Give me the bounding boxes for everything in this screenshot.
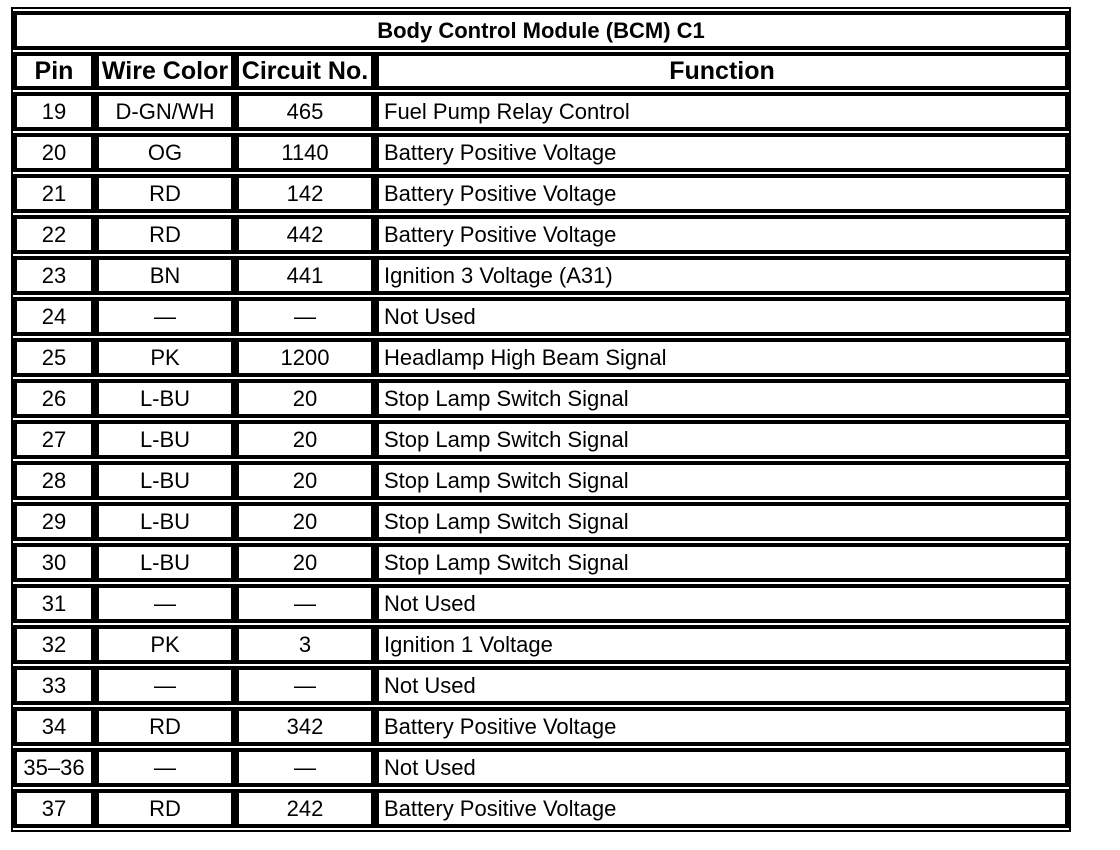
pin-cell: 29 xyxy=(13,502,95,541)
table-row xyxy=(13,461,1069,500)
circuit-no-cell: 442 xyxy=(235,215,375,254)
function-cell: Fuel Pump Relay Control xyxy=(375,92,1069,131)
circuit-no-cell: 20 xyxy=(235,461,375,500)
pin-cell: 32 xyxy=(13,625,95,664)
wire-color-cell: BN xyxy=(95,256,235,295)
pin-cell: 24 xyxy=(13,297,95,336)
function-cell: Battery Positive Voltage xyxy=(375,707,1069,746)
wire-color-cell: RD xyxy=(95,707,235,746)
circuit-no-cell: 20 xyxy=(235,543,375,582)
pin-cell: 22 xyxy=(13,215,95,254)
circuit-no-cell: — xyxy=(235,666,375,705)
wire-color-cell: RD xyxy=(95,215,235,254)
table-body xyxy=(13,92,1069,828)
pin-cell: 23 xyxy=(13,256,95,295)
pin-cell: 19 xyxy=(13,92,95,131)
function-cell: Not Used xyxy=(375,666,1069,705)
circuit-no-cell: 20 xyxy=(235,420,375,459)
function-cell: Ignition 3 Voltage (A31) xyxy=(375,256,1069,295)
pin-cell: 27 xyxy=(13,420,95,459)
pin-cell: 30 xyxy=(13,543,95,582)
bcm-c1-pinout-table xyxy=(13,9,1069,830)
wire-color-cell: L-BU xyxy=(95,502,235,541)
circuit-no-cell: 1140 xyxy=(235,133,375,172)
table-row xyxy=(13,92,1069,131)
function-cell: Stop Lamp Switch Signal xyxy=(375,502,1069,541)
circuit-no-cell: 3 xyxy=(235,625,375,664)
function-cell: Battery Positive Voltage xyxy=(375,789,1069,828)
table-row xyxy=(13,502,1069,541)
wire-color-cell: OG xyxy=(95,133,235,172)
circuit-no-cell: 242 xyxy=(235,789,375,828)
wire-color-cell: L-BU xyxy=(95,420,235,459)
wire-color-cell: — xyxy=(95,748,235,787)
wire-color-cell: PK xyxy=(95,625,235,664)
pin-cell: 31 xyxy=(13,584,95,623)
column-header-pin: Pin xyxy=(13,52,95,90)
wire-color-cell: L-BU xyxy=(95,543,235,582)
function-cell: Stop Lamp Switch Signal xyxy=(375,420,1069,459)
circuit-no-cell: 1200 xyxy=(235,338,375,377)
wire-color-cell: RD xyxy=(95,174,235,213)
header-row xyxy=(13,52,1069,90)
table-row xyxy=(13,133,1069,172)
function-cell: Not Used xyxy=(375,584,1069,623)
circuit-no-cell: 465 xyxy=(235,92,375,131)
circuit-no-cell: 342 xyxy=(235,707,375,746)
wire-color-cell: RD xyxy=(95,789,235,828)
circuit-no-cell: — xyxy=(235,297,375,336)
function-cell: Battery Positive Voltage xyxy=(375,174,1069,213)
table-row xyxy=(13,174,1069,213)
pin-cell: 26 xyxy=(13,379,95,418)
wire-color-cell: — xyxy=(95,666,235,705)
table-row xyxy=(13,215,1069,254)
function-cell: Battery Positive Voltage xyxy=(375,133,1069,172)
function-cell: Not Used xyxy=(375,748,1069,787)
column-header-wire-color: Wire Color xyxy=(95,52,235,90)
circuit-no-cell: 20 xyxy=(235,379,375,418)
pin-cell: 34 xyxy=(13,707,95,746)
pin-cell: 37 xyxy=(13,789,95,828)
circuit-no-cell: — xyxy=(235,584,375,623)
table-row xyxy=(13,584,1069,623)
function-cell: Headlamp High Beam Signal xyxy=(375,338,1069,377)
pin-cell: 20 xyxy=(13,133,95,172)
circuit-no-cell: 142 xyxy=(235,174,375,213)
function-cell: Not Used xyxy=(375,297,1069,336)
pin-cell: 28 xyxy=(13,461,95,500)
table-row xyxy=(13,256,1069,295)
table-row xyxy=(13,297,1069,336)
wire-color-cell: — xyxy=(95,297,235,336)
function-cell: Ignition 1 Voltage xyxy=(375,625,1069,664)
wire-color-cell: L-BU xyxy=(95,379,235,418)
table-row xyxy=(13,625,1069,664)
table-row xyxy=(13,748,1069,787)
column-header-circuit-no: Circuit No. xyxy=(235,52,375,90)
circuit-no-cell: 441 xyxy=(235,256,375,295)
function-cell: Stop Lamp Switch Signal xyxy=(375,543,1069,582)
pin-cell: 25 xyxy=(13,338,95,377)
table-row xyxy=(13,543,1069,582)
wire-color-cell: PK xyxy=(95,338,235,377)
table-row xyxy=(13,707,1069,746)
circuit-no-cell: — xyxy=(235,748,375,787)
wire-color-cell: — xyxy=(95,584,235,623)
function-cell: Stop Lamp Switch Signal xyxy=(375,461,1069,500)
wire-color-cell: L-BU xyxy=(95,461,235,500)
function-cell: Stop Lamp Switch Signal xyxy=(375,379,1069,418)
table-row xyxy=(13,666,1069,705)
table-row xyxy=(13,379,1069,418)
title-row xyxy=(13,11,1069,50)
table-row xyxy=(13,789,1069,828)
pin-cell: 35–36 xyxy=(13,748,95,787)
bcm-c1-pinout-table-container xyxy=(11,7,1071,832)
table-row xyxy=(13,420,1069,459)
table-row xyxy=(13,338,1069,377)
column-header-function: Function xyxy=(375,52,1069,90)
pin-cell: 21 xyxy=(13,174,95,213)
table-title: Body Control Module (BCM) C1 xyxy=(13,11,1069,50)
circuit-no-cell: 20 xyxy=(235,502,375,541)
pin-cell: 33 xyxy=(13,666,95,705)
wire-color-cell: D-GN/WH xyxy=(95,92,235,131)
function-cell: Battery Positive Voltage xyxy=(375,215,1069,254)
